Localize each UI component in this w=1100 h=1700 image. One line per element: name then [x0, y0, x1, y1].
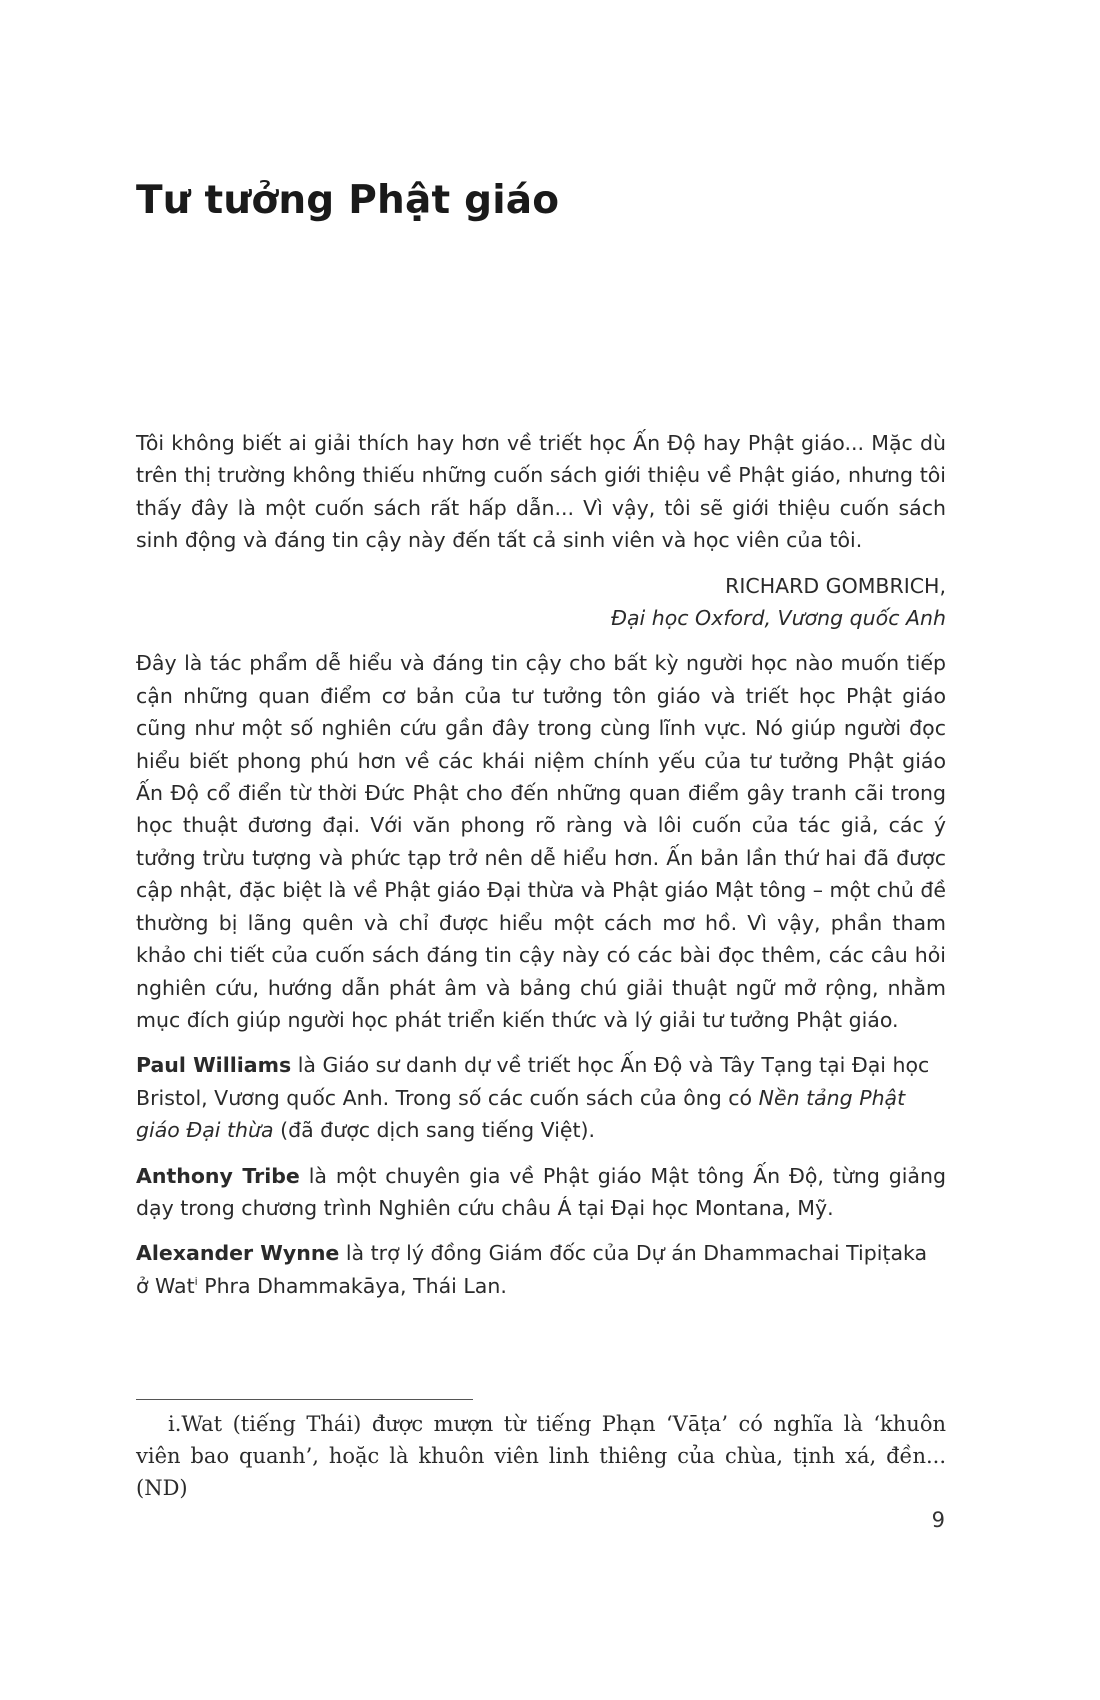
book-description: Đây là tác phẩm dễ hiểu và đáng tin cậy cho bất kỳ người học nào muốn tiếp cận những quan điểm cơ bản của tư tưởng tôn giáo và triết học Phật giáo cũng như một số nghiên cứu gần đây trong cùng lĩnh vực. Nó giúp người đọc hiểu biết phong phú hơn về các khái niệm chính yếu của tư tưởng Phật giáo Ấn Độ cổ điển từ thời Đức Phật cho đến những quan điểm gây tranh cãi trong học thuật đương đại. Với văn phong rõ ràng và lôi cuốn của tác giả, các ý tưởng trừu tượng và phức tạp trở nên dễ hiểu hơn. Ấn bản lần thứ hai đã được cập nhật, đặc biệt là về Phật giáo Đại thừa và Phật giáo Mật tông – một chủ đề thường bị lãng quên và chỉ được hiểu một cách mơ hồ. Vì vậy, phần tham khảo chi tiết của cuốn sách đáng tin cậy này có các bài đọc thêm, các câu hỏi nghiên cứu, hướng dẫn phát âm và bảng chú giải thuật ngữ mở rộng, nhằm mục đích giúp người học phát triển kiến thức và lý giải tư tưởng Phật giáo.: [136, 651, 946, 1032]
author-bio-text: là một chuyên gia về Phật giáo Mật tông Ấn Độ, từng giảng dạy trong chương trình Nghiên cứu châu Á tại Đại học Montana, Mỹ.: [136, 1163, 946, 1220]
author-bio-text: Phra Dhammakāya, Thái Lan.: [197, 1273, 507, 1298]
affiliation-text: Đại học Oxford, Vương quốc Anh: [611, 606, 946, 631]
author-name: Paul Williams: [136, 1053, 292, 1078]
book-title: Nền tảng Phật giáo Đại thừa: [136, 1085, 906, 1143]
page-content: [136, 427, 946, 1302]
page-number: 9: [931, 1508, 945, 1532]
author-name: Alexander Wynne: [136, 1241, 340, 1266]
page-title: Tư tưởng Phật giáo: [136, 178, 560, 223]
footnote: i.Wat (tiếng Thái) được mượn từ tiếng Phạn ‘Vāṭa’ có nghĩa là ‘khuôn viên bao quanh’, hoặc là khuôn viên linh thiêng của chùa, tịnh xá, đền... (ND): [136, 1412, 946, 1500]
footnote-marker: i: [194, 1274, 198, 1288]
quote-attribution-name: RICHARD GOMBRICH,: [725, 573, 946, 598]
author-bio-paul-williams: [136, 1049, 946, 1146]
author-bio-alexander-wynne: [136, 1237, 946, 1302]
quote-attribution-affiliation: [136, 602, 946, 634]
author-name: Anthony Tribe: [136, 1163, 300, 1188]
author-bio-anthony-tribe: [136, 1160, 946, 1225]
author-bio-text: là Giáo sư danh dự về triết học Ấn Độ và Tây Tạng tại Đại học Bristol, Vương quốc Anh. Trong số các cuốn sách của ông có: [136, 1053, 930, 1110]
author-bio-text: (đã được dịch sang tiếng Việt).: [273, 1118, 596, 1143]
author-bio-text: là trợ lý đồng Giám đốc của Dự án Dhammachai Tipiṭaka ở Wat: [136, 1241, 928, 1298]
blurb-quote: Tôi không biết ai giải thích hay hơn về triết học Ấn Độ hay Phật giáo... Mặc dù trên thị trường không thiếu những cuốn sách giới thiệu về Phật giáo, nhưng tôi thấy đây là một cuốn sách rất hấp dẫn... Vì vậy, tôi sẽ giới thiệu cuốn sách sinh động và đáng tin cậy này đến tất cả sinh viên và học viên của tôi.: [136, 431, 946, 553]
footnote-divider: [136, 1399, 473, 1400]
